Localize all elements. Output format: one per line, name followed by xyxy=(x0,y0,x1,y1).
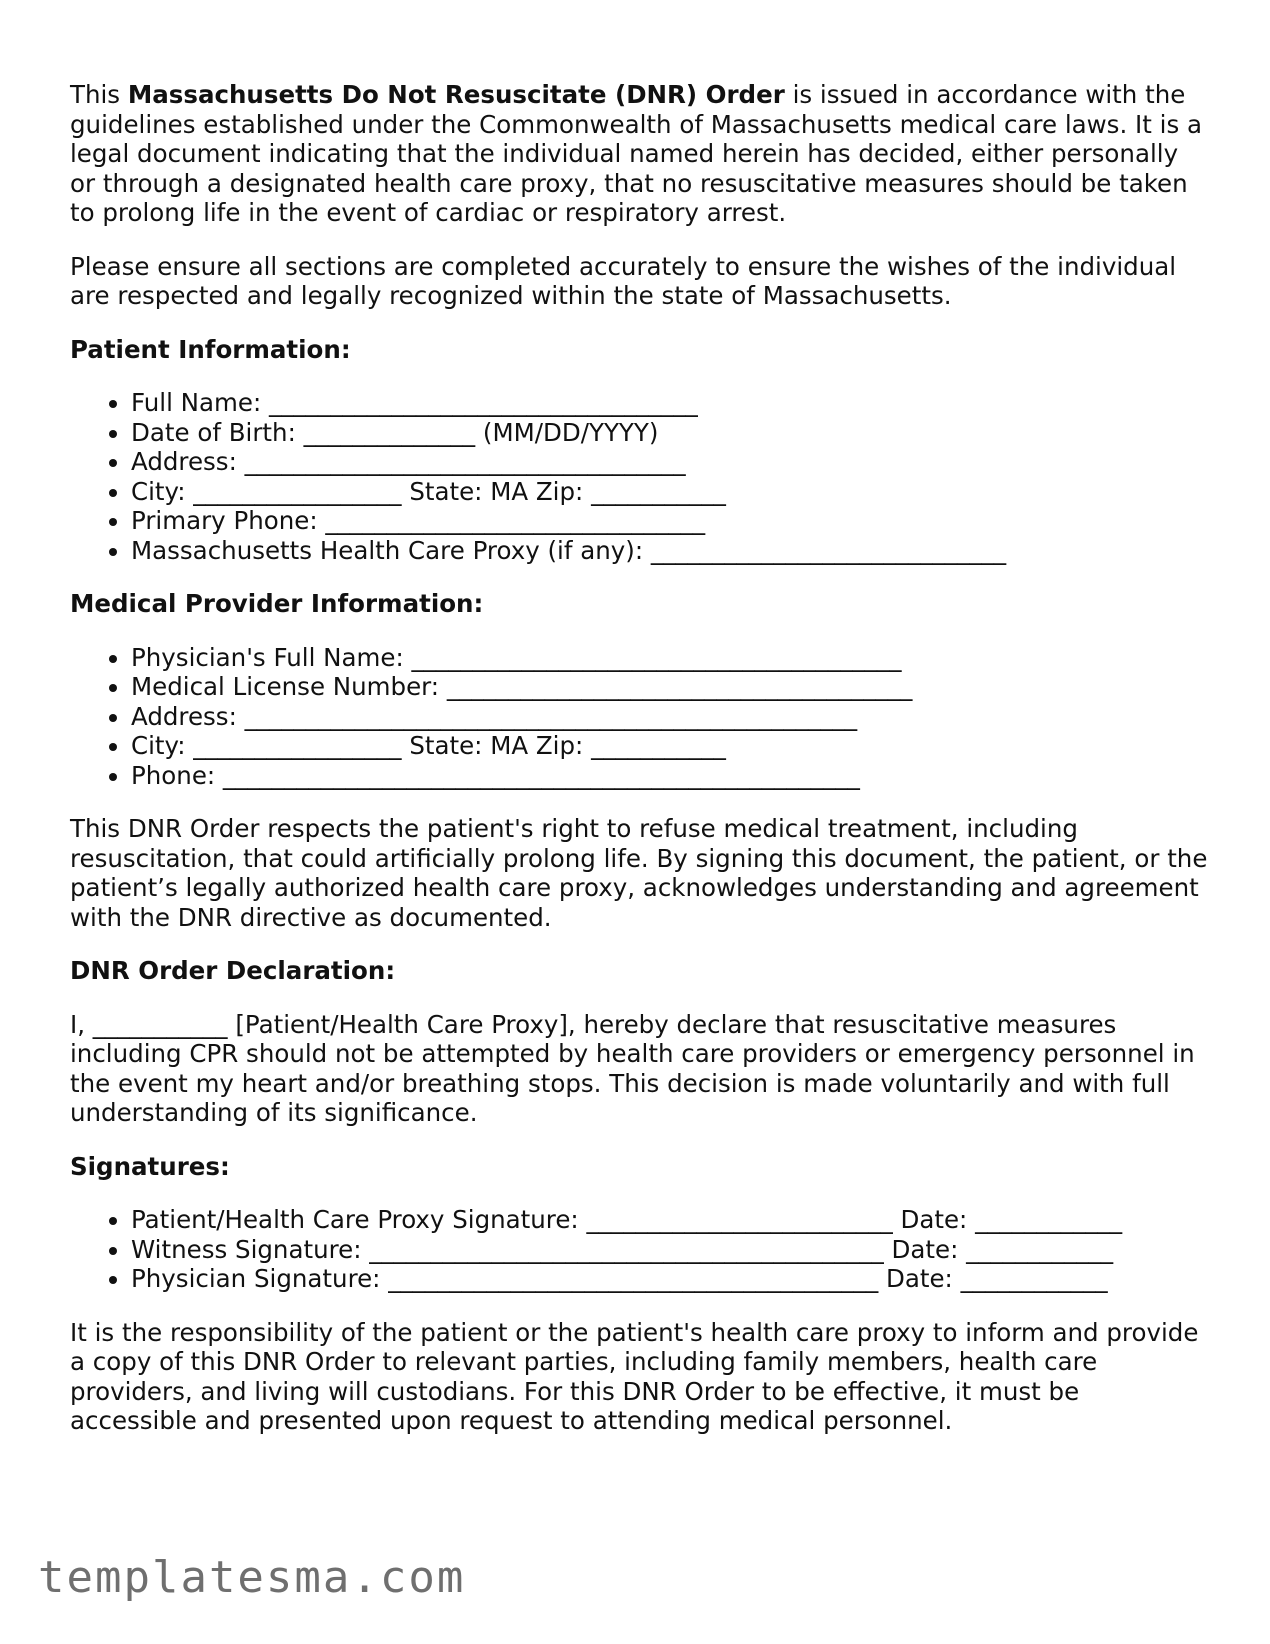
provider-phone-field[interactable]: • Phone: ____________________________________________________ xyxy=(131,761,1210,791)
physician-signature-field[interactable]: • Physician Signature: ________________________________________ Date: ____________ xyxy=(131,1264,1210,1294)
patient-information-heading: Patient Information: xyxy=(70,334,351,364)
medical-provider-heading: Medical Provider Information: xyxy=(70,589,484,618)
intro-paragraph: This Massachusetts Do Not Resuscitate (DNR) Order is issued in accordance with the guidelines established under the Commonwealth of Massachusetts medical care laws. It is a legal document indicating that the individual named herein has decided, either personally or through a designated health care proxy, that no resuscitative measures should be taken to prolong life in the event of cardiac or respiratory arrest. xyxy=(70,80,1203,227)
patient-date-of-birth-field[interactable]: • Date of Birth: ______________ (MM/DD/YYYY) xyxy=(131,418,1210,448)
signatures-heading: Signatures: xyxy=(70,1151,230,1181)
document-body xyxy=(70,80,1210,1460)
provider-address-field[interactable]: • Address: __________________________________________________ xyxy=(131,702,1210,732)
provider-city-state-zip-field[interactable]: • City: _________________ State: MA Zip: ___________ xyxy=(131,731,1210,761)
dnr-declaration-text: I, ___________ [Patient/Health Care Proxy], hereby declare that resuscitative measures including CPR should not be attempted by health care providers or emergency personnel in the event my heart and/or breathing stops. This decision is made voluntarily and with full understanding of its significance. xyxy=(70,1009,1195,1127)
medical-provider-list xyxy=(70,643,1210,791)
patient-health-care-proxy-field[interactable]: • Massachusetts Health Care Proxy (if any): _____________________________ xyxy=(131,536,1210,566)
physician-full-name-field[interactable]: • Physician's Full Name: ________________________________________ xyxy=(131,643,1210,673)
medical-license-number-field[interactable]: • Medical License Number: ______________________________________ xyxy=(131,672,1210,702)
signatures-list xyxy=(70,1205,1210,1294)
patient-address-field[interactable]: • Address: ____________________________________ xyxy=(131,447,1210,477)
closing-paragraph: It is the responsibility of the patient or the patient's health care proxy to inform and provide a copy of this DNR Order to relevant parties, including family members, health care providers, and living will custodians. For this DNR Order to be effective, it must be accessible and presented upon request to attending medical personnel. xyxy=(70,1317,1199,1435)
patient-proxy-signature-field[interactable]: • Patient/Health Care Proxy Signature: _________________________ Date: ____________ xyxy=(131,1205,1210,1235)
patient-full-name-field[interactable]: • Full Name: ___________________________________ xyxy=(131,388,1210,418)
patient-city-state-zip-field[interactable]: • City: _________________ State: MA Zip: ___________ xyxy=(131,477,1210,507)
instructions-paragraph: Please ensure all sections are completed accurately to ensure the wishes of the individual are respected and legally recognized within the state of Massachusetts. xyxy=(70,251,1177,310)
patient-primary-phone-field[interactable]: • Primary Phone: _______________________________ xyxy=(131,506,1210,536)
patient-information-list xyxy=(70,388,1210,565)
patient-rights-paragraph: This DNR Order respects the patient's right to refuse medical treatment, including resuscitation, that could artificially prolong life. By signing this document, the patient, or the patient’s legally authorized health care proxy, acknowledges understanding and agreement with the DNR directive as documented. xyxy=(70,814,1208,932)
witness-signature-field[interactable]: • Witness Signature: __________________________________________ Date: ____________ xyxy=(131,1235,1210,1265)
form-title: Massachusetts Do Not Resuscitate (DNR) Order xyxy=(127,80,785,109)
dnr-declaration-heading: DNR Order Declaration: xyxy=(70,956,396,985)
watermark: templatesma.com xyxy=(38,1552,466,1603)
